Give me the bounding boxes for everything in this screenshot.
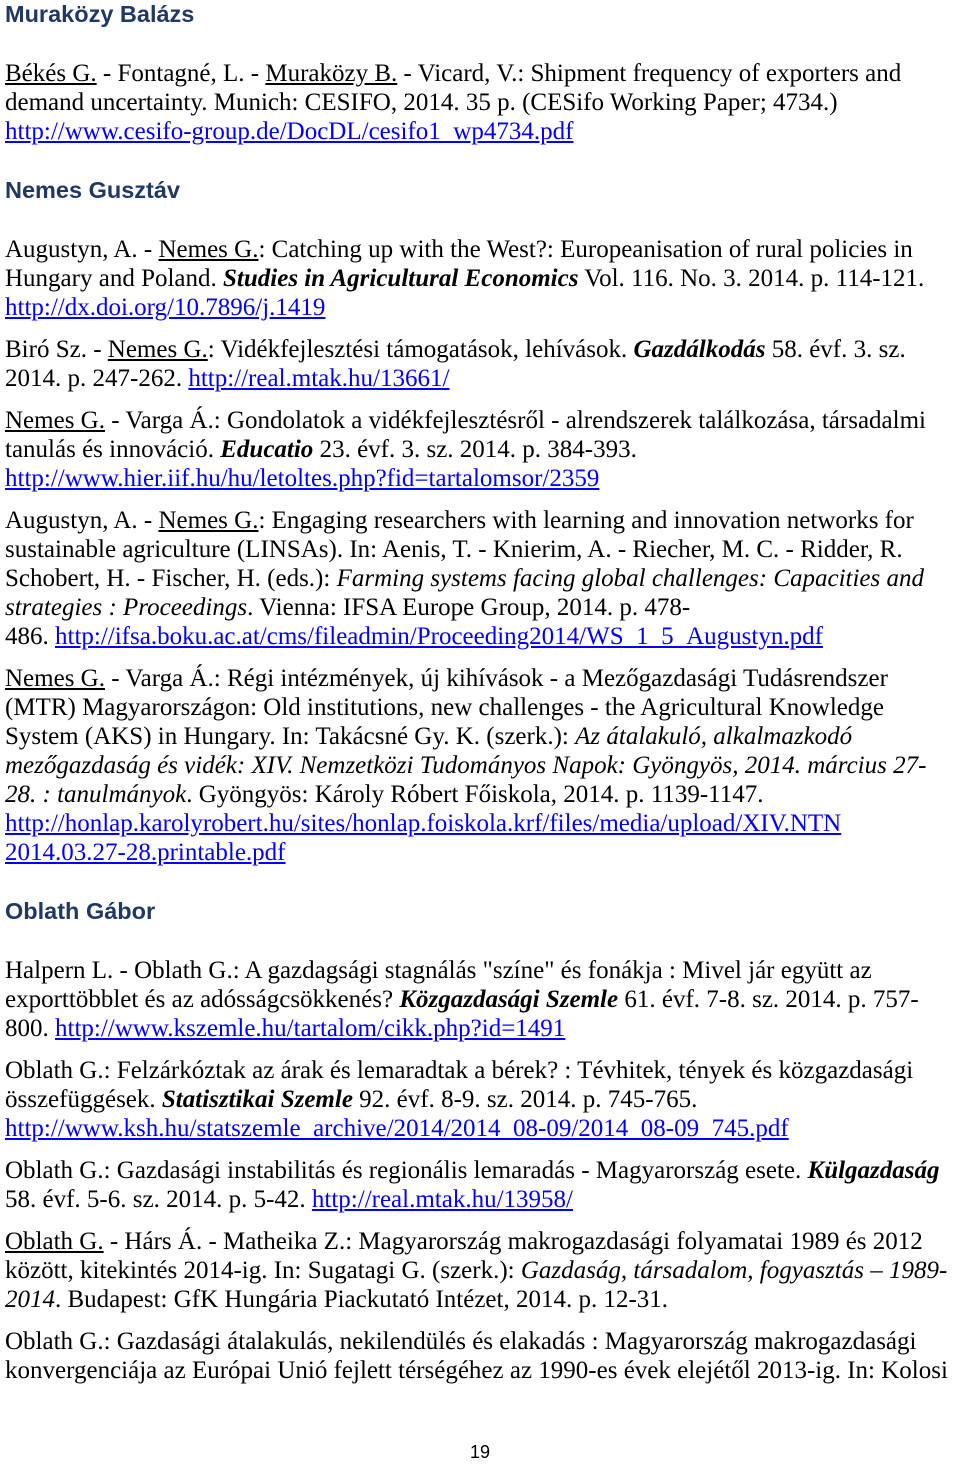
reference-line bbox=[5, 335, 960, 364]
reference-entry bbox=[5, 1327, 960, 1385]
reference-entry bbox=[5, 1227, 960, 1314]
reference-text: exporttöbblet és az adósságcsökkenés? bbox=[5, 985, 400, 1013]
reference-text: konvergenciája az Európai Unió fejlett térségéhez az 1990-es évek elejétől 2013-ig. In: Kolosi bbox=[5, 1356, 948, 1384]
reference-entry bbox=[5, 335, 960, 393]
reference-text: - Hárs Á. - Matheika Z.: Magyarország makrogazdasági folyamatai 1989 és 2012 bbox=[103, 1227, 923, 1255]
reference-text: 2014. p. 247-262. bbox=[5, 364, 189, 392]
reference-line bbox=[5, 88, 960, 117]
reference-line bbox=[5, 956, 960, 985]
reference-text: Oblath G.: Felzárkóztak az árak és lemaradtak a bérek? : Tévhitek, tények és közgazdasági bbox=[5, 1056, 914, 1084]
reference-link[interactable]: http://ifsa.boku.ac.at/cms/fileadmin/Proceeding2014/WS_1_5_Augustyn.pdf bbox=[55, 622, 823, 650]
reference-line bbox=[5, 1256, 960, 1285]
author-name: Nemes G. bbox=[158, 506, 259, 534]
reference-line bbox=[5, 985, 960, 1014]
journal-title: Educatio bbox=[220, 435, 314, 463]
author-name: Nemes G. bbox=[5, 406, 105, 434]
reference-entry bbox=[5, 59, 960, 146]
reference-text: Oblath G.: Gazdasági instabilitás és regionális lemaradás - Magyarország esete. bbox=[5, 1156, 808, 1184]
reference-line bbox=[5, 264, 960, 293]
reference-line bbox=[5, 1227, 960, 1256]
reference-line bbox=[5, 293, 960, 322]
reference-entry bbox=[5, 406, 960, 493]
journal-title: Statisztikai Szemle bbox=[161, 1085, 353, 1113]
reference-entry bbox=[5, 664, 960, 867]
reference-link[interactable]: http://www.ksh.hu/statszemle_archive/2014/2014_08-09/2014_08-09_745.pdf bbox=[5, 1114, 789, 1142]
reference-line bbox=[5, 564, 960, 593]
reference-text: Halpern L. - Oblath G.: A gazdagsági stagnálás "színe" és fonákja : Mivel jár együtt az bbox=[5, 956, 872, 984]
reference-line bbox=[5, 1327, 960, 1356]
reference-line bbox=[5, 435, 960, 464]
reference-line bbox=[5, 235, 960, 264]
reference-text: . Gyöngyös: Károly Róbert Főiskola, 2014. p. 1139-1147. bbox=[186, 780, 764, 808]
reference-line bbox=[5, 535, 960, 564]
reference-line bbox=[5, 780, 960, 809]
reference-text: . Budapest: GfK Hungária Piackutató Intézet, 2014. p. 12-31. bbox=[55, 1285, 669, 1313]
author-name: Muraközy B. bbox=[265, 59, 398, 87]
reference-line bbox=[5, 751, 960, 780]
reference-text: Hungary and Poland. bbox=[5, 264, 224, 292]
reference-text: között, kitekintés 2014-ig. In: Sugatagi G. (szerk.): bbox=[5, 1256, 521, 1284]
reference-text: Vol. 116. No. 3. 2014. p. 114-121. bbox=[578, 264, 925, 292]
bibliography bbox=[5, 0, 960, 1385]
reference-line bbox=[5, 809, 960, 838]
publication-title: 2014 bbox=[5, 1285, 55, 1313]
reference-line bbox=[5, 622, 960, 651]
reference-link[interactable]: http://www.cesifo-group.de/DocDL/cesifo1_wp4734.pdf bbox=[5, 117, 574, 145]
reference-text: Biró Sz. - bbox=[5, 335, 108, 363]
reference-line bbox=[5, 364, 960, 393]
reference-link[interactable]: http://real.mtak.hu/13958/ bbox=[311, 1185, 573, 1213]
reference-line bbox=[5, 464, 960, 493]
reference-link[interactable]: http://www.hier.iif.hu/hu/letoltes.php?fid=tartalomsor/2359 bbox=[5, 464, 600, 492]
reference-line bbox=[5, 693, 960, 722]
reference-line bbox=[5, 664, 960, 693]
author-heading: Muraközy Balázs bbox=[5, 1, 195, 27]
reference-text: 58. évf. 3. sz. bbox=[765, 335, 906, 363]
reference-text: Schobert, H. - Fischer, H. (eds.): bbox=[5, 564, 337, 592]
reference-text: sustainable agriculture (LINSAs). In: Aenis, T. - Knierim, A. - Riecher, M. C. - Ridder, R. bbox=[5, 535, 903, 563]
reference-line bbox=[5, 1056, 960, 1085]
reference-text: 92. évf. 8-9. sz. 2014. p. 745-765. bbox=[352, 1085, 698, 1113]
reference-link[interactable]: http://www.kszemle.hu/tartalom/cikk.php?id=1491 bbox=[55, 1014, 566, 1042]
reference-line bbox=[5, 117, 960, 146]
reference-text: (MTR) Magyarországon: Old institutions, new challenges - the Agricultural Knowledge bbox=[5, 693, 884, 721]
author-name: Oblath G. bbox=[5, 1227, 104, 1255]
reference-line bbox=[5, 1356, 960, 1385]
reference-entry bbox=[5, 506, 960, 651]
reference-text: 58. évf. 5-6. sz. 2014. p. 5-42. bbox=[5, 1185, 312, 1213]
reference-link[interactable]: http://dx.doi.org/10.7896/j.1419 bbox=[5, 293, 326, 321]
author-heading: Oblath Gábor bbox=[5, 898, 156, 924]
journal-title: Gazdálkodás bbox=[633, 335, 766, 363]
journal-title: Közgazdasági Szemle bbox=[399, 985, 619, 1013]
reference-entry bbox=[5, 956, 960, 1043]
reference-line bbox=[5, 1014, 960, 1043]
reference-text: Augustyn, A. - bbox=[5, 506, 159, 534]
publication-title: 28. : tanulmányok bbox=[5, 780, 187, 808]
reference-text: 23. évf. 3. sz. 2014. p. 384-393. bbox=[313, 435, 637, 463]
reference-text: - Varga Á.: Gondolatok a vidékfejlesztésről - alrendszerek találkozása, társadalmi bbox=[104, 406, 926, 434]
page-number: 19 bbox=[469, 1442, 491, 1462]
reference-text: demand uncertainty. Munich: CESIFO, 2014. 35 p. (CESifo Working Paper; 4734.) bbox=[5, 88, 838, 116]
publication-title: mezőgazdaság és vidék: XIV. Nemzetközi Tudományos Napok: Gyöngyös, 2014. március 27- bbox=[5, 751, 927, 779]
reference-text: : Catching up with the West?: Europeanisation of rural policies in bbox=[258, 235, 913, 263]
reference-text: Augustyn, A. - bbox=[5, 235, 159, 263]
reference-line bbox=[5, 1185, 960, 1214]
reference-text: System (AKS) in Hungary. In: Takácsné Gy. K. (szerk.): bbox=[5, 722, 576, 750]
author-name: Békés G. bbox=[5, 59, 97, 87]
author-name: Nemes G. bbox=[158, 235, 259, 263]
publication-title: Farming systems facing global challenges: Capacities and bbox=[336, 564, 925, 592]
author-name: Nemes G. bbox=[107, 335, 208, 363]
reference-line bbox=[5, 506, 960, 535]
reference-entry bbox=[5, 1056, 960, 1143]
reference-link[interactable]: 2014.03.27-28.printable.pdf bbox=[5, 838, 286, 866]
reference-entry bbox=[5, 235, 960, 322]
reference-line bbox=[5, 593, 960, 622]
reference-line bbox=[5, 59, 960, 88]
journal-title: Külgazdaság bbox=[807, 1156, 940, 1184]
reference-line bbox=[5, 406, 960, 435]
reference-text: 486. bbox=[5, 622, 55, 650]
reference-line bbox=[5, 1285, 960, 1314]
reference-entry bbox=[5, 1156, 960, 1214]
reference-line bbox=[5, 838, 960, 867]
publication-title: strategies : Proceedings bbox=[5, 593, 248, 621]
reference-line bbox=[5, 1114, 960, 1143]
reference-text: - Fontagné, L. - bbox=[96, 59, 266, 87]
reference-link[interactable]: http://honlap.karolyrobert.hu/sites/honlap.foiskola.krf/files/media/upload/XIV.NTN bbox=[5, 809, 842, 837]
reference-text: 800. bbox=[5, 1014, 55, 1042]
reference-text: Oblath G.: Gazdasági átalakulás, nekilendülés és elakadás : Magyarország makrogazdasági bbox=[5, 1327, 917, 1355]
author-name: Nemes G. bbox=[5, 664, 105, 692]
reference-link[interactable]: http://real.mtak.hu/13661/ bbox=[188, 364, 450, 392]
author-heading: Nemes Gusztáv bbox=[5, 177, 181, 203]
reference-text: - Varga Á.: Régi intézmények, új kihívások - a Mezőgazdasági Tudásrendszer bbox=[104, 664, 888, 692]
reference-line bbox=[5, 1156, 960, 1185]
reference-text: : Engaging researchers with learning and innovation networks for bbox=[258, 506, 914, 534]
reference-line bbox=[5, 722, 960, 751]
publication-title: Gazdaság, társadalom, fogyasztás – 1989- bbox=[520, 1256, 948, 1284]
reference-line bbox=[5, 1085, 960, 1114]
reference-text: tanulás és innováció. bbox=[5, 435, 221, 463]
reference-text: összefüggések. bbox=[5, 1085, 162, 1113]
publication-title: Az átalakuló, alkalmazkodó bbox=[575, 722, 853, 750]
reference-text: . Vienna: IFSA Europe Group, 2014. p. 478- bbox=[247, 593, 691, 621]
reference-text: 61. évf. 7-8. sz. 2014. p. 757- bbox=[618, 985, 919, 1013]
reference-text: - Vicard, V.: Shipment frequency of exporters and bbox=[397, 59, 902, 87]
journal-title: Studies in Agricultural Economics bbox=[223, 264, 579, 292]
reference-text: : Vidékfejlesztési támogatások, lehívások. bbox=[207, 335, 634, 363]
